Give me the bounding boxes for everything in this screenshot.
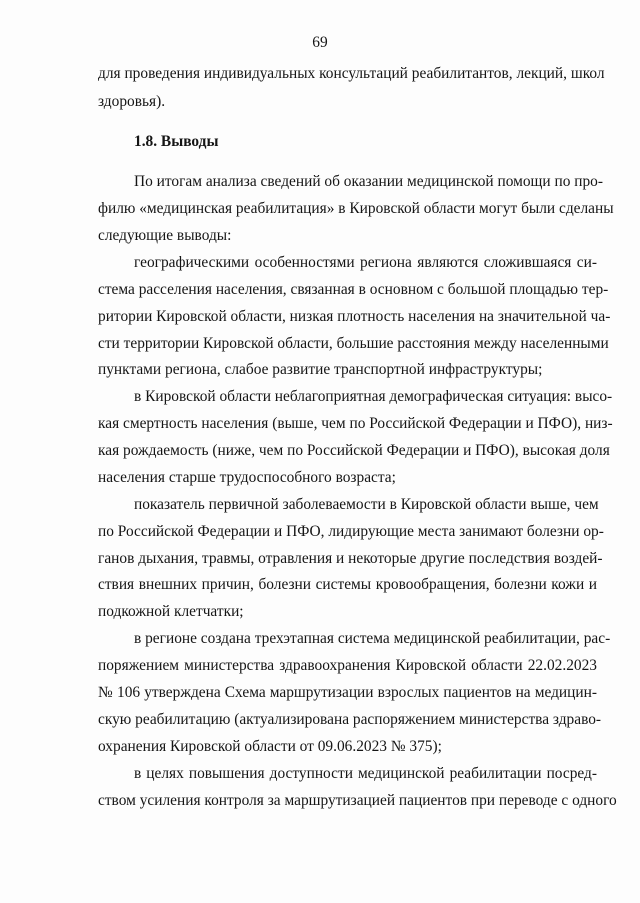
text-line: следующие выводы: [98,227,232,244]
text-line: здоровья). [98,93,166,110]
text-line: ством усиления контроля за маршрутизацией пациентов при переводе с одного [98,792,617,809]
text-line: в регионе создана трехэтапная система медицинской реабилитации, рас- [134,630,611,647]
text-line: пунктами региона, слабое развитие транспортной инфраструктуры; [98,361,543,378]
text-line: ритории Кировской области, низкая плотность населения на значительной ча- [98,308,611,325]
text-line: стема расселения населения, связанная в основном с большой площадью тер- [98,281,609,298]
text-line: по Российской Федерации и ПФО, лидирующие места занимают болезни ор- [98,523,604,540]
page-number: 69 [312,34,328,51]
text-line: ствия внешних причин, болезни системы кровообращения, болезни кожи и [98,576,597,593]
text-line: для проведения индивидуальных консультаций реабилитантов, лекций, школ [98,65,605,82]
text-line: ганов дыхания, травмы, отравления и некоторые другие последствия воздей- [98,550,603,567]
text-line: кая рождаемость (ниже, чем по Российской Федерации и ПФО), высокая доля [98,442,610,459]
text-line: охранения Кировской области от 09.06.2023 № 375); [98,738,442,755]
text-line: скую реабилитацию (актуализирована распоряжением министерства здраво- [98,711,602,728]
text-line: населения старше трудоспособного возраста; [98,469,396,486]
text-line: По итогам анализа сведений об оказании медицинской помощи по про- [134,173,604,190]
text-line: сти территории Кировской области, большие расстояния между населенными [98,335,609,352]
text-line: подкожной клетчатки; [98,603,244,620]
text-line: географическими особенностями региона являются сложившаяся си- [134,254,597,271]
text-line: показатель первичной заболеваемости в Кировской области выше, чем [134,496,599,513]
text-line: поряжением министерства здравоохранения Кировской области 22.02.2023 [98,657,597,674]
text-line: филю «медицинская реабилитация» в Кировской области могут были сделаны [98,200,614,217]
text-line: кая смертность населения (выше, чем по Российской Федерации и ПФО), низ- [98,415,613,432]
text-line: № 106 утверждена Схема маршрутизации взрослых пациентов на медицин- [98,684,597,701]
section-heading: 1.8. Выводы [134,133,219,150]
text-line: в целях повышения доступности медицинской реабилитации посред- [134,765,597,782]
text-line: в Кировской области неблагоприятная демографическая ситуация: высо- [134,388,613,405]
